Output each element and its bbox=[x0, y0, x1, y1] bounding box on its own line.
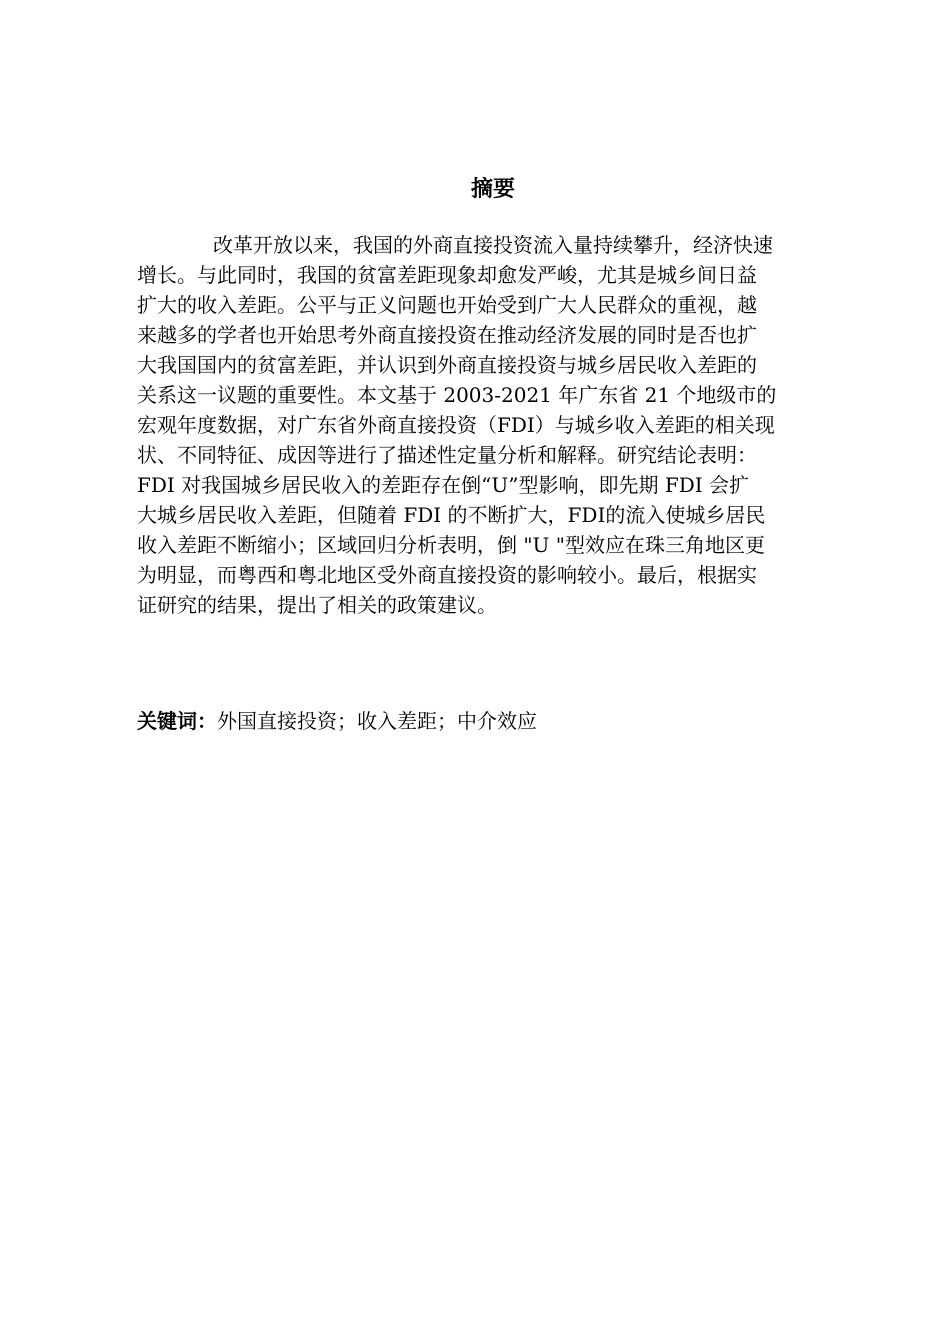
abstract-line: 状、不同特征、成因等进行了描述性定量分析和解释。研究结论表明： bbox=[137, 443, 757, 467]
abstract-line: 增长。与此同时，我国的贫富差距现象却愈发严峻，尤其是城乡间日益 bbox=[137, 263, 757, 287]
abstract-line: 关系这一议题的重要性。本文基于 2003-2021 年广东省 21 个地级市的 bbox=[137, 383, 777, 407]
abstract-line: 来越多的学者也开始思考外商直接投资在推动经济发展的同时是否也扩 bbox=[137, 323, 757, 347]
abstract-line: 大城乡居民收入差距，但随着 FDI 的不断扩大，FDI的流入使城乡居民 bbox=[137, 503, 766, 527]
abstract-line: FDI 对我国城乡居民收入的差距存在倒“U”型影响，即先期 FDI 会扩 bbox=[137, 473, 750, 497]
abstract-line: 扩大的收入差距。公平与正义问题也开始受到广大人民群众的重视，越 bbox=[137, 293, 757, 317]
abstract-line: 改革开放以来，我国的外商直接投资流入量持续攀升，经济快速 bbox=[213, 233, 773, 257]
abstract-line: 证研究的结果，提出了相关的政策建议。 bbox=[137, 593, 497, 617]
keywords-text: 外国直接投资；收入差距；中介效应 bbox=[217, 709, 537, 733]
keywords-label: 关键词： bbox=[137, 709, 217, 733]
abstract-line: 为明显，而粤西和粤北地区受外商直接投资的影响较小。最后，根据实 bbox=[137, 563, 757, 587]
abstract-body bbox=[137, 230, 841, 620]
keywords-line bbox=[137, 704, 537, 738]
abstract-title: 摘要 bbox=[470, 177, 515, 202]
abstract-line: 大我国国内的贫富差距，并认识到外商直接投资与城乡居民收入差距的 bbox=[137, 353, 757, 377]
abstract-line: 收入差距不断缩小；区域回归分析表明，倒 "U "型效应在珠三角地区更 bbox=[137, 533, 765, 557]
abstract-line: 宏观年度数据，对广东省外商直接投资（FDI）与城乡收入差距的相关现 bbox=[137, 413, 775, 437]
